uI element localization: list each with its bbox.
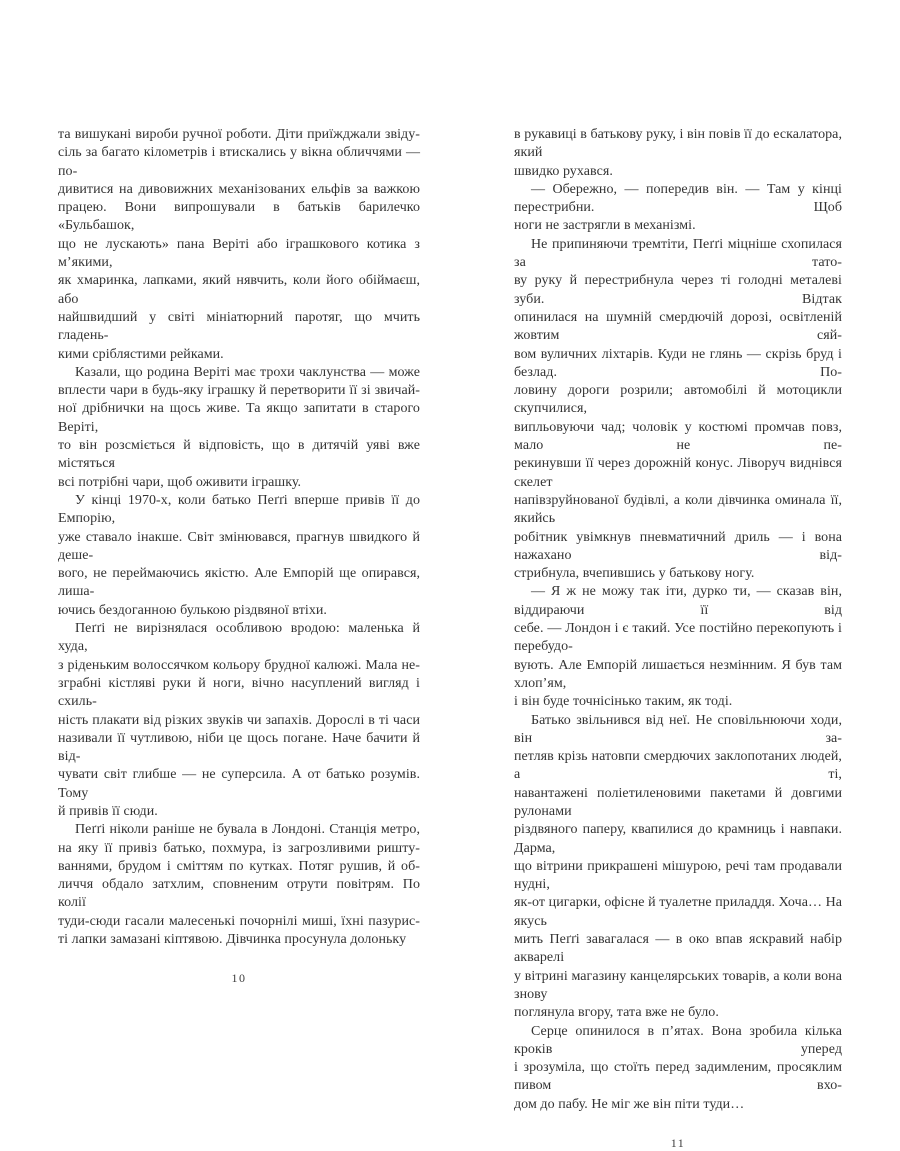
- paragraph: [514, 583, 842, 711]
- text-line: з ріденьким волоссячком кольору брудної калюжі. Мала не-: [58, 657, 420, 673]
- text-line: Не припиняючи тремтіти, Пеґґі міцніше схопилася за тато-: [514, 236, 842, 271]
- text-line: ловину дороги розрили; автомобілі й мотоцикли скупчилися,: [514, 383, 842, 417]
- text-line: дом до пабу. Не міг же він піти туди…: [514, 1096, 745, 1112]
- text-line: називали її чутливою, ніби це щось погане. Наче бачити й від-: [58, 730, 420, 765]
- text-line: Батько звільнився від неї. Не сповільнюючи ходи, він за-: [514, 712, 842, 746]
- paragraph: [514, 712, 842, 1023]
- text-line: петляв крізь натовпи смердючих заклопотаних людей, а ті,: [514, 749, 842, 783]
- text-line: Серце опинилося в п’ятах. Вона зробила кілька кроків уперед: [514, 1023, 842, 1057]
- paragraph: [58, 492, 420, 620]
- text-line: навантажені поліетиленовими пакетами й довгими рулонами: [514, 785, 842, 819]
- text-line: й привів її сюди.: [58, 803, 158, 819]
- text-line: личчя обдало затхлим, сповненим отрути повітрям. По колії: [58, 877, 420, 911]
- text-line: вом вуличних ліхтарів. Куди не глянь — скрізь бруд і безлад. По-: [514, 346, 842, 380]
- text-line: стрибнула, вчепившись у батькову ногу.: [514, 566, 755, 582]
- text-line: зграбні кістляві руки й ноги, вічно насуплений вигляд і схиль-: [58, 675, 420, 710]
- text-line: ті лапки замазані кіптявою. Дівчинка просунула долоньку: [58, 932, 407, 948]
- text-line: як хмаринка, лапками, який нявчить, коли його обіймаєш, або: [58, 273, 420, 307]
- text-line: уже ставало інакше. Світ змінювався, прагнув швидкого й деше-: [58, 529, 420, 563]
- text-line: ючись бездоганною булькою різдвяної втіхи.: [58, 602, 327, 618]
- paragraph: [514, 236, 842, 584]
- text-line: в рукавиці в батькову руку, і він повів її до ескалатора, який: [514, 127, 842, 161]
- text-line: вого, не переймаючись якістю. Але Емпорій ще опирався, лиша-: [58, 566, 420, 600]
- text-line: то він розсміється й відповість, що в дитячій уяві вже містяться: [58, 438, 420, 472]
- text-line: вують. Але Емпорій лишається незмінним. Я був там хлоп’ям,: [514, 657, 842, 691]
- paragraph: [514, 1023, 842, 1114]
- text-line: ву руку й перестрибнула через ті голодні металеві зуби. Відтак: [514, 273, 842, 307]
- page-text: [514, 126, 842, 1114]
- text-line: як-от цигарки, офісне й туалетне приладдя. Хоча… На якусь: [514, 895, 842, 929]
- text-line: і зрозуміла, що стоїть перед задимленим, просяклим пивом вхо-: [514, 1060, 842, 1094]
- text-line: дивитися на дивовижних механізованих ельфів за важкою: [58, 181, 420, 197]
- text-line: кими сріблястими рейками.: [58, 346, 224, 362]
- paragraph: [514, 126, 842, 181]
- text-line: ність плакати від різких звуків чи запахів. Дорослі в ті часи: [58, 712, 420, 728]
- text-line: і він буде точнісінько таким, як тоді.: [514, 694, 733, 710]
- page-number: 10: [231, 971, 247, 986]
- text-line: — Обережно, — попередив він. — Там у кінці перестрибни. Щоб: [514, 181, 842, 216]
- text-line: У кінці 1970-х, коли батько Пеґґі вперше привів її до Емпорію,: [58, 492, 420, 527]
- text-line: у вітрині магазину канцелярських товарів, а коли вона знову: [514, 968, 842, 1002]
- text-line: вплести чари в будь-яку іграшку й перетворити її зі звичай-: [58, 383, 420, 399]
- text-line: ної дрібнички на щось живе. Та якщо запитати в старого Веріті,: [58, 401, 420, 435]
- text-line: ноги не застрягли в механізмі.: [514, 218, 696, 234]
- page-number: 11: [670, 1136, 686, 1151]
- text-line: Пеґґі ніколи раніше не бувала в Лондоні. Станція метро,: [75, 822, 420, 838]
- page-right: [514, 126, 842, 1151]
- text-line: Казали, що родина Веріті має трохи чаклунства — може: [75, 364, 420, 380]
- text-line: працею. Вони випрошували в батьків барилечко «Бульбашок,: [58, 200, 420, 234]
- paragraph: [58, 126, 420, 364]
- text-line: різдвяного паперу, квапилися до крамниць і навпаки. Дарма,: [514, 822, 842, 856]
- text-line: поглянула вгору, тата вже не було.: [514, 1005, 719, 1021]
- paragraph: [58, 620, 420, 821]
- page-left: [58, 126, 420, 986]
- text-line: що вітрини прикрашені мішурою, речі там продавали нудні,: [514, 858, 842, 893]
- text-line: туди-сюди гасали малесенькі почорнілі миші, їхні пазурис-: [58, 913, 420, 929]
- text-line: — Я ж не можу так іти, дурко ти, — сказав він, віддираючи її від: [514, 584, 842, 618]
- text-line: швидко рухався.: [514, 163, 613, 179]
- text-line: ваннями, брудом і сміттям по кутках. Потяг рушив, й об-: [58, 858, 420, 874]
- page-text: [58, 126, 420, 949]
- text-line: чувати світ глибше — не суперсила. А от батько розумів. Тому: [58, 767, 420, 801]
- text-line: напівзруйнованої будівлі, а коли дівчинка оминала її, якийсь: [514, 492, 842, 527]
- text-line: випльовуючи чад; чоловік у костюмі промчав повз, мало не пе-: [514, 419, 842, 454]
- paragraph: [58, 821, 420, 949]
- text-line: та вишукані вироби ручної роботи. Діти приїжджали звіду-: [58, 127, 420, 142]
- paragraph: [514, 181, 842, 236]
- text-line: мить Пеґґі завагалася — в око впав яскравий набір акварелі: [514, 932, 842, 966]
- text-line: робітник увімкнув пневматичний дриль — і вона нажахано від-: [514, 529, 842, 563]
- text-line: на яку її привіз батько, похмура, із загрозливими ришту-: [58, 840, 420, 856]
- paragraph: [58, 364, 420, 492]
- text-line: сіль за багато кілометрів і втискались у вікна обличчями — по-: [58, 145, 420, 179]
- text-line: рекинувши її через дорожній конус. Ліворуч виднівся скелет: [514, 456, 842, 490]
- text-line: що не лускають» пана Веріті або іграшкового котика з м’якими,: [58, 236, 420, 271]
- text-line: найшвидший у світі мініатюрний паротяг, що мчить гладень-: [58, 309, 420, 344]
- text-line: Пеґґі не вирізнялася особливою вродою: маленька й худа,: [58, 621, 420, 655]
- text-line: всі потрібні чари, щоб оживити іграшку.: [58, 474, 302, 490]
- text-line: опинилася на шумній смердючій дорозі, освітленій жовтим сяй-: [514, 309, 842, 344]
- text-line: себе. — Лондон і є такий. Усе постійно перекопують і перебудо-: [514, 621, 842, 655]
